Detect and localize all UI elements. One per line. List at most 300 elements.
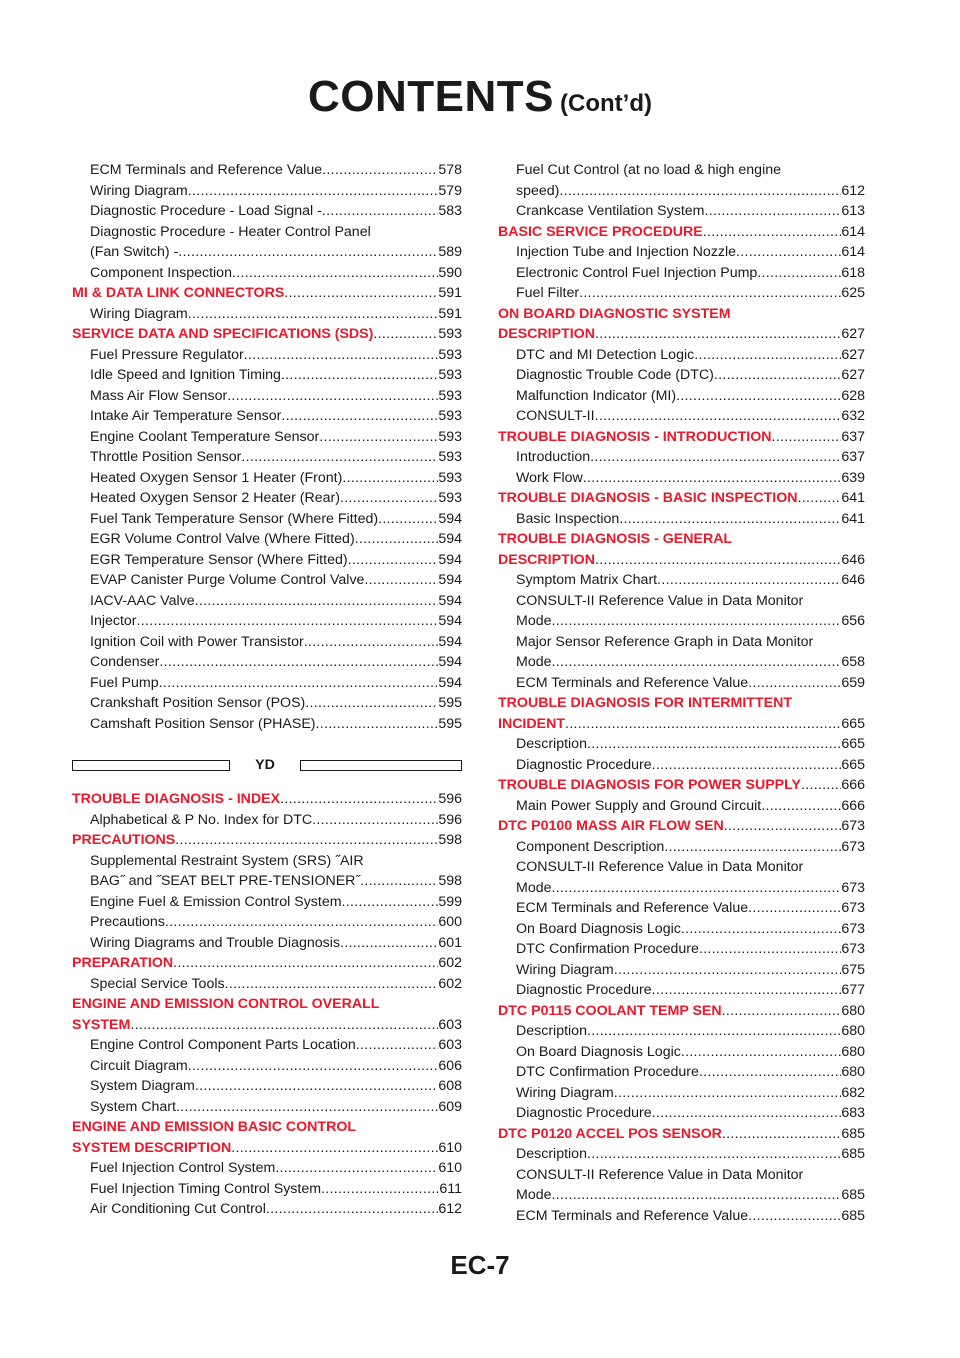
toc-entry[interactable] <box>498 570 865 591</box>
toc-dot-leader <box>316 714 439 735</box>
toc-page-number: 632 <box>841 408 865 424</box>
toc-dot-leader <box>583 468 842 489</box>
toc-dot-leader <box>322 160 438 181</box>
toc-line <box>72 1035 462 1056</box>
toc-line <box>72 871 462 892</box>
toc-entry-title: Mode <box>516 1187 552 1203</box>
toc-entry-title: Mode <box>516 879 552 896</box>
section-divider <box>72 754 462 776</box>
toc-entry[interactable] <box>72 201 462 222</box>
toc-entry[interactable] <box>498 919 865 940</box>
toc-entry-title: ECM Terminals and Reference Value <box>516 900 749 916</box>
toc-entry-title: speed) <box>516 182 560 199</box>
toc-line <box>72 611 462 632</box>
toc-dot-leader <box>355 529 439 550</box>
toc-line <box>72 693 462 714</box>
toc-entry-title: CONSULT-II Reference Value in Data Monitor <box>516 859 804 875</box>
toc-line <box>498 365 865 386</box>
toc-section-heading[interactable] <box>498 816 865 837</box>
toc-section-heading[interactable] <box>498 775 865 796</box>
toc-entry-title: BASIC SERVICE PROCEDURE <box>498 223 703 240</box>
toc-entry[interactable] <box>498 898 865 919</box>
toc-page-number: 594 <box>438 510 462 527</box>
toc-line <box>498 898 865 919</box>
toc-line <box>498 755 865 776</box>
toc-page-number: 593 <box>438 408 462 424</box>
toc-page-number: 591 <box>438 305 462 322</box>
toc-entry[interactable] <box>72 1097 462 1118</box>
toc-section-heading[interactable] <box>72 324 462 345</box>
toc-list-right <box>498 160 865 1226</box>
toc-line <box>498 304 865 325</box>
toc-dot-leader <box>748 673 841 694</box>
toc-page-number: 603 <box>438 1016 462 1033</box>
toc-line <box>498 693 865 714</box>
toc-entry-title: EGR Volume Control Valve (Where Fitted) <box>90 531 355 547</box>
toc-dot-leader <box>595 550 841 571</box>
toc-entry[interactable] <box>498 263 865 284</box>
toc-section-heading[interactable] <box>72 789 462 810</box>
toc-entry[interactable] <box>498 386 865 407</box>
toc-entry-title: CONSULT-II Reference Value in Data Monitor <box>516 592 804 609</box>
toc-entry[interactable] <box>72 714 462 735</box>
toc-entry-title: Mode <box>516 613 552 629</box>
toc-page-number: 680 <box>841 1043 865 1060</box>
toc-entry-title: ON BOARD DIAGNOSTIC SYSTEM <box>498 305 731 322</box>
toc-section-heading[interactable] <box>498 1001 865 1022</box>
toc-entry-title: BAG˝ and ˝SEAT BELT PRE-TENSIONER˝ <box>90 873 361 889</box>
toc-dot-leader <box>356 1035 439 1056</box>
toc-entry-title: Supplemental Restraint System (SRS) ˝AIR <box>90 852 364 869</box>
toc-page-number: 583 <box>438 203 462 219</box>
toc-dot-leader <box>652 980 842 1001</box>
toc-entry-title: ECM Terminals and Reference Value <box>90 162 323 178</box>
toc-page-number: 594 <box>438 551 462 568</box>
toc-line <box>72 974 462 995</box>
toc-dot-leader <box>188 1056 439 1077</box>
toc-entry[interactable] <box>498 837 865 858</box>
toc-line <box>72 912 462 933</box>
toc-page-number: 665 <box>841 736 865 752</box>
toc-page-number: 598 <box>438 832 462 848</box>
toc-line <box>498 1062 865 1083</box>
toc-entry[interactable] <box>72 447 462 468</box>
toc-entry[interactable] <box>498 160 865 201</box>
toc-page-number: 595 <box>438 695 462 711</box>
toc-entry-title: Component Inspection <box>90 264 232 281</box>
toc-line <box>72 994 462 1015</box>
toc-dot-leader <box>176 1097 438 1118</box>
toc-line <box>498 263 865 284</box>
toc-section-heading[interactable] <box>498 222 865 243</box>
toc-page-number: 665 <box>841 715 865 732</box>
toc-line <box>498 447 865 468</box>
toc-entry[interactable] <box>498 468 865 489</box>
toc-entry-title: Diagnostic Trouble Code (DTC) <box>516 367 714 383</box>
toc-dot-leader <box>657 570 841 591</box>
toc-dot-leader <box>590 447 841 468</box>
toc-page-number: 627 <box>841 367 865 383</box>
toc-page-number: 680 <box>841 1002 865 1019</box>
toc-entry[interactable] <box>72 304 462 325</box>
toc-line <box>498 468 865 489</box>
toc-entry-title: Alphabetical & P No. Index for DTC <box>90 811 313 828</box>
toc-entry-title: CONSULT-II Reference Value in Data Monitor <box>516 1166 804 1183</box>
toc-entry-title: INCIDENT <box>498 715 565 732</box>
toc-section-heading[interactable] <box>498 693 865 734</box>
toc-line <box>498 775 865 796</box>
toc-line <box>72 263 462 284</box>
toc-entry-title: DTC Confirmation Procedure <box>516 941 699 957</box>
toc-dot-leader <box>304 632 439 653</box>
toc-page-number: 610 <box>438 1139 462 1156</box>
toc-entry[interactable] <box>72 222 462 263</box>
toc-entry[interactable] <box>498 857 865 898</box>
toc-entry[interactable] <box>498 1083 865 1104</box>
toc-dot-leader <box>736 242 841 263</box>
toc-entry-title: Diagnostic Procedure - Load Signal - <box>90 203 322 219</box>
toc-section-heading[interactable] <box>498 427 865 448</box>
toc-page-number: 594 <box>438 613 462 629</box>
toc-page-number: 628 <box>841 387 865 404</box>
toc-section-heading[interactable] <box>72 283 462 304</box>
toc-line <box>498 1165 865 1186</box>
toc-entry-title: (Fan Switch) - <box>90 244 179 260</box>
toc-page-number: 673 <box>841 900 865 916</box>
toc-dot-leader <box>587 1021 841 1042</box>
page-title <box>0 72 960 122</box>
toc-page-number: 590 <box>438 264 462 281</box>
toc-page-number: 658 <box>841 654 865 670</box>
toc-dot-leader <box>559 181 841 202</box>
toc-line <box>498 1042 865 1063</box>
toc-entry[interactable] <box>498 406 865 427</box>
toc-section-heading[interactable] <box>498 304 865 345</box>
toc-section-heading[interactable] <box>498 488 865 509</box>
toc-entry[interactable] <box>72 912 462 933</box>
toc-entry-title: PREPARATION <box>72 955 174 971</box>
toc-dot-leader <box>231 1138 438 1159</box>
toc-entry[interactable] <box>72 365 462 386</box>
toc-page-number: 593 <box>438 387 462 404</box>
toc-entry[interactable] <box>72 406 462 427</box>
toc-dot-leader <box>801 775 841 796</box>
toc-entry[interactable] <box>72 1179 462 1200</box>
toc-dot-leader <box>348 550 439 571</box>
toc-line <box>498 1144 865 1165</box>
toc-entry-title: Main Power Supply and Ground Circuit <box>516 797 762 814</box>
toc-entry[interactable] <box>72 611 462 632</box>
toc-entry-title: DTC and MI Detection Logic <box>516 346 695 363</box>
divider-bar-right <box>300 760 462 771</box>
toc-entry[interactable] <box>72 933 462 954</box>
toc-entry[interactable] <box>72 652 462 673</box>
toc-page-number: 602 <box>438 975 462 992</box>
toc-entry-title: Basic Inspection <box>516 510 620 527</box>
toc-entry[interactable] <box>72 529 462 550</box>
title-main: CONTENTS <box>308 72 555 121</box>
toc-entry[interactable] <box>498 591 865 632</box>
toc-entry[interactable] <box>498 242 865 263</box>
toc-line <box>72 1076 462 1097</box>
toc-entry-title: Introduction <box>516 449 591 465</box>
toc-section-heading[interactable] <box>498 1124 865 1145</box>
title-subtitle: (Cont’d) <box>560 90 652 117</box>
toc-line <box>498 611 865 632</box>
toc-line <box>498 919 865 940</box>
toc-line <box>72 201 462 222</box>
toc-entry[interactable] <box>72 632 462 653</box>
toc-entry[interactable] <box>498 673 865 694</box>
toc-page-number: 612 <box>841 182 865 199</box>
toc-line <box>72 810 462 831</box>
toc-line <box>72 468 462 489</box>
toc-entry-title: TROUBLE DIAGNOSIS - BASIC INSPECTION <box>498 490 798 506</box>
toc-line <box>498 734 865 755</box>
toc-line <box>72 652 462 673</box>
toc-line <box>72 406 462 427</box>
toc-entry[interactable] <box>498 447 865 468</box>
toc-entry-title: Engine Coolant Temperature Sensor <box>90 428 320 445</box>
toc-dot-leader <box>587 1144 841 1165</box>
toc-entry[interactable] <box>72 570 462 591</box>
toc-entry-title: Heated Oxygen Sensor 2 Heater (Rear) <box>90 490 340 506</box>
toc-entry[interactable] <box>72 345 462 366</box>
toc-line <box>498 386 865 407</box>
toc-page-number: 599 <box>438 893 462 910</box>
toc-line <box>72 365 462 386</box>
toc-page-number: 614 <box>841 223 865 240</box>
toc-section-heading[interactable] <box>72 1117 462 1158</box>
toc-entry[interactable] <box>72 892 462 913</box>
toc-dot-leader <box>360 871 438 892</box>
toc-entry-title: Special Service Tools <box>90 975 225 992</box>
toc-entry[interactable] <box>72 851 462 892</box>
toc-entry[interactable] <box>72 468 462 489</box>
toc-entry[interactable] <box>72 1056 462 1077</box>
toc-line <box>498 488 865 509</box>
toc-page-number: 682 <box>841 1084 865 1101</box>
toc-entry-title: DTC P0120 ACCEL POS SENSOR <box>498 1125 722 1142</box>
toc-entry-title: On Board Diagnosis Logic <box>516 920 681 937</box>
toc-page-number: 594 <box>438 674 462 691</box>
toc-dot-leader <box>748 898 841 919</box>
toc-dot-leader <box>373 324 438 345</box>
toc-dot-leader <box>227 386 438 407</box>
toc-entry[interactable] <box>498 1062 865 1083</box>
toc-line <box>72 789 462 810</box>
toc-entry[interactable] <box>498 1103 865 1124</box>
toc-entry-title: Intake Air Temperature Sensor <box>90 408 282 424</box>
toc-dot-leader <box>595 324 841 345</box>
divider-label: YD <box>255 757 275 773</box>
toc-dot-leader <box>281 406 438 427</box>
toc-entry[interactable] <box>72 181 462 202</box>
toc-line <box>498 160 865 181</box>
toc-entry[interactable] <box>72 1158 462 1179</box>
toc-entry[interactable] <box>72 1035 462 1056</box>
toc-entry[interactable] <box>72 509 462 530</box>
toc-dot-leader <box>704 201 841 222</box>
toc-entry-title: ENGINE AND EMISSION BASIC CONTROL <box>72 1119 357 1135</box>
toc-line <box>498 1124 865 1145</box>
toc-line <box>72 324 462 345</box>
toc-entry[interactable] <box>72 488 462 509</box>
toc-line <box>498 632 865 653</box>
toc-line <box>498 652 865 673</box>
toc-entry-title: Ignition Coil with Power Transistor <box>90 633 304 650</box>
toc-page-number: 598 <box>438 873 462 889</box>
toc-page-number: 673 <box>841 838 865 855</box>
toc-entry[interactable] <box>498 1042 865 1063</box>
toc-entry[interactable] <box>498 1144 865 1165</box>
toc-entry[interactable] <box>498 345 865 366</box>
toc-entry-title: Wiring Diagram <box>90 182 188 199</box>
toc-entry[interactable] <box>498 939 865 960</box>
toc-dot-leader <box>748 1206 841 1227</box>
toc-entry[interactable] <box>72 386 462 407</box>
toc-page-number: 641 <box>841 490 865 506</box>
toc-line <box>498 714 865 735</box>
toc-entry-title: Work Flow <box>516 469 583 486</box>
toc-line <box>498 1103 865 1124</box>
toc-entry-title: On Board Diagnosis Logic <box>516 1043 681 1060</box>
toc-line <box>72 529 462 550</box>
toc-dot-leader <box>681 919 842 940</box>
toc-line <box>72 509 462 530</box>
toc-entry[interactable] <box>498 1165 865 1206</box>
toc-entry[interactable] <box>498 796 865 817</box>
toc-line <box>498 181 865 202</box>
toc-dot-leader <box>761 796 841 817</box>
toc-left-column <box>72 160 462 1220</box>
toc-line <box>72 1056 462 1077</box>
toc-entry-title: PRECAUTIONS <box>72 832 176 848</box>
toc-page-number: 589 <box>438 244 462 260</box>
toc-entry-title: Idle Speed and Ignition Timing <box>90 367 281 383</box>
toc-entry[interactable] <box>72 427 462 448</box>
toc-dot-leader <box>159 652 438 673</box>
toc-page-number: 594 <box>438 654 462 670</box>
toc-dot-leader <box>340 933 438 954</box>
toc-entry[interactable] <box>72 974 462 995</box>
toc-dot-leader <box>652 1103 842 1124</box>
toc-entry[interactable] <box>498 960 865 981</box>
toc-entry[interactable] <box>72 160 462 181</box>
toc-entry-title: ECM Terminals and Reference Value <box>516 1207 749 1224</box>
toc-entry[interactable] <box>72 673 462 694</box>
toc-entry[interactable] <box>72 1199 462 1220</box>
toc-line <box>498 406 865 427</box>
toc-section-heading[interactable] <box>72 953 462 974</box>
toc-dot-leader <box>284 283 438 304</box>
toc-line <box>498 816 865 837</box>
toc-entry[interactable] <box>72 1076 462 1097</box>
toc-entry[interactable] <box>72 693 462 714</box>
toc-entry[interactable] <box>72 263 462 284</box>
toc-line <box>498 201 865 222</box>
toc-entry[interactable] <box>498 980 865 1001</box>
toc-entry[interactable] <box>72 550 462 571</box>
toc-dot-leader <box>340 488 438 509</box>
toc-entry-title: Engine Fuel & Emission Control System <box>90 893 342 910</box>
toc-entry-title: Fuel Injection Control System <box>90 1160 276 1176</box>
toc-page-number: 673 <box>841 879 865 896</box>
toc-page-number: 673 <box>841 941 865 957</box>
toc-dot-leader <box>195 1076 438 1097</box>
toc-page-number: 611 <box>439 1180 462 1197</box>
toc-line <box>498 796 865 817</box>
toc-dot-leader <box>321 1179 439 1200</box>
toc-dot-leader <box>703 222 842 243</box>
toc-page-number: 594 <box>438 531 462 547</box>
toc-page-number: 641 <box>841 510 865 527</box>
toc-entry[interactable] <box>498 632 865 673</box>
toc-line <box>498 1083 865 1104</box>
toc-entry[interactable] <box>498 509 865 530</box>
toc-section-heading[interactable] <box>498 529 865 570</box>
toc-entry-title: Camshaft Position Sensor (PHASE) <box>90 715 316 732</box>
toc-entry-title: System Chart <box>90 1098 176 1115</box>
toc-entry-title: DESCRIPTION <box>498 551 595 568</box>
toc-entry-title: Wiring Diagrams and Trouble Diagnosis <box>90 934 340 951</box>
toc-dot-leader <box>195 591 439 612</box>
toc-dot-leader <box>188 304 439 325</box>
toc-page-number: 646 <box>841 572 865 588</box>
toc-entry-title: Fuel Pressure Regulator <box>90 346 244 363</box>
toc-entry[interactable] <box>498 755 865 776</box>
toc-entry-title: DESCRIPTION <box>498 326 595 342</box>
toc-page-number: 627 <box>841 346 865 363</box>
toc-section-heading[interactable] <box>72 830 462 851</box>
toc-entry[interactable] <box>498 1021 865 1042</box>
toc-page-number: 675 <box>841 961 865 978</box>
toc-entry[interactable] <box>498 201 865 222</box>
toc-page-number: 602 <box>438 955 462 971</box>
toc-entry[interactable] <box>72 591 462 612</box>
toc-dot-leader <box>565 714 841 735</box>
toc-entry-title: IACV-AAC Valve <box>90 592 195 609</box>
toc-page-number: 594 <box>438 633 462 650</box>
toc-page-number: 625 <box>841 285 865 301</box>
toc-page-number: 618 <box>841 264 865 281</box>
toc-entry[interactable] <box>498 365 865 386</box>
toc-page-number: 591 <box>438 285 462 301</box>
toc-dot-leader <box>579 283 841 304</box>
toc-line <box>498 1021 865 1042</box>
toc-entry-title: Diagnostic Procedure - Heater Control Panel <box>90 223 371 240</box>
toc-line <box>72 953 462 974</box>
toc-line <box>498 570 865 591</box>
toc-line <box>498 837 865 858</box>
toc-page-number: 627 <box>841 326 865 342</box>
toc-entry[interactable] <box>498 283 865 304</box>
toc-entry[interactable] <box>498 1206 865 1227</box>
toc-dot-leader <box>724 816 842 837</box>
toc-line <box>72 304 462 325</box>
toc-entry-title: SYSTEM <box>72 1016 131 1033</box>
toc-entry[interactable] <box>498 734 865 755</box>
toc-entry-title: TROUBLE DIAGNOSIS - GENERAL <box>498 531 733 547</box>
toc-entry-title: System Diagram <box>90 1078 195 1094</box>
toc-entry-title: Fuel Pump <box>90 674 159 691</box>
toc-section-heading[interactable] <box>72 994 462 1035</box>
toc-entry-title: Major Sensor Reference Graph in Data Monitor <box>516 633 814 650</box>
toc-entry-title: Wiring Diagram <box>90 305 188 322</box>
toc-line <box>72 632 462 653</box>
toc-entry-title: Heated Oxygen Sensor 1 Heater (Front) <box>90 469 343 486</box>
toc-entry[interactable] <box>72 810 462 831</box>
